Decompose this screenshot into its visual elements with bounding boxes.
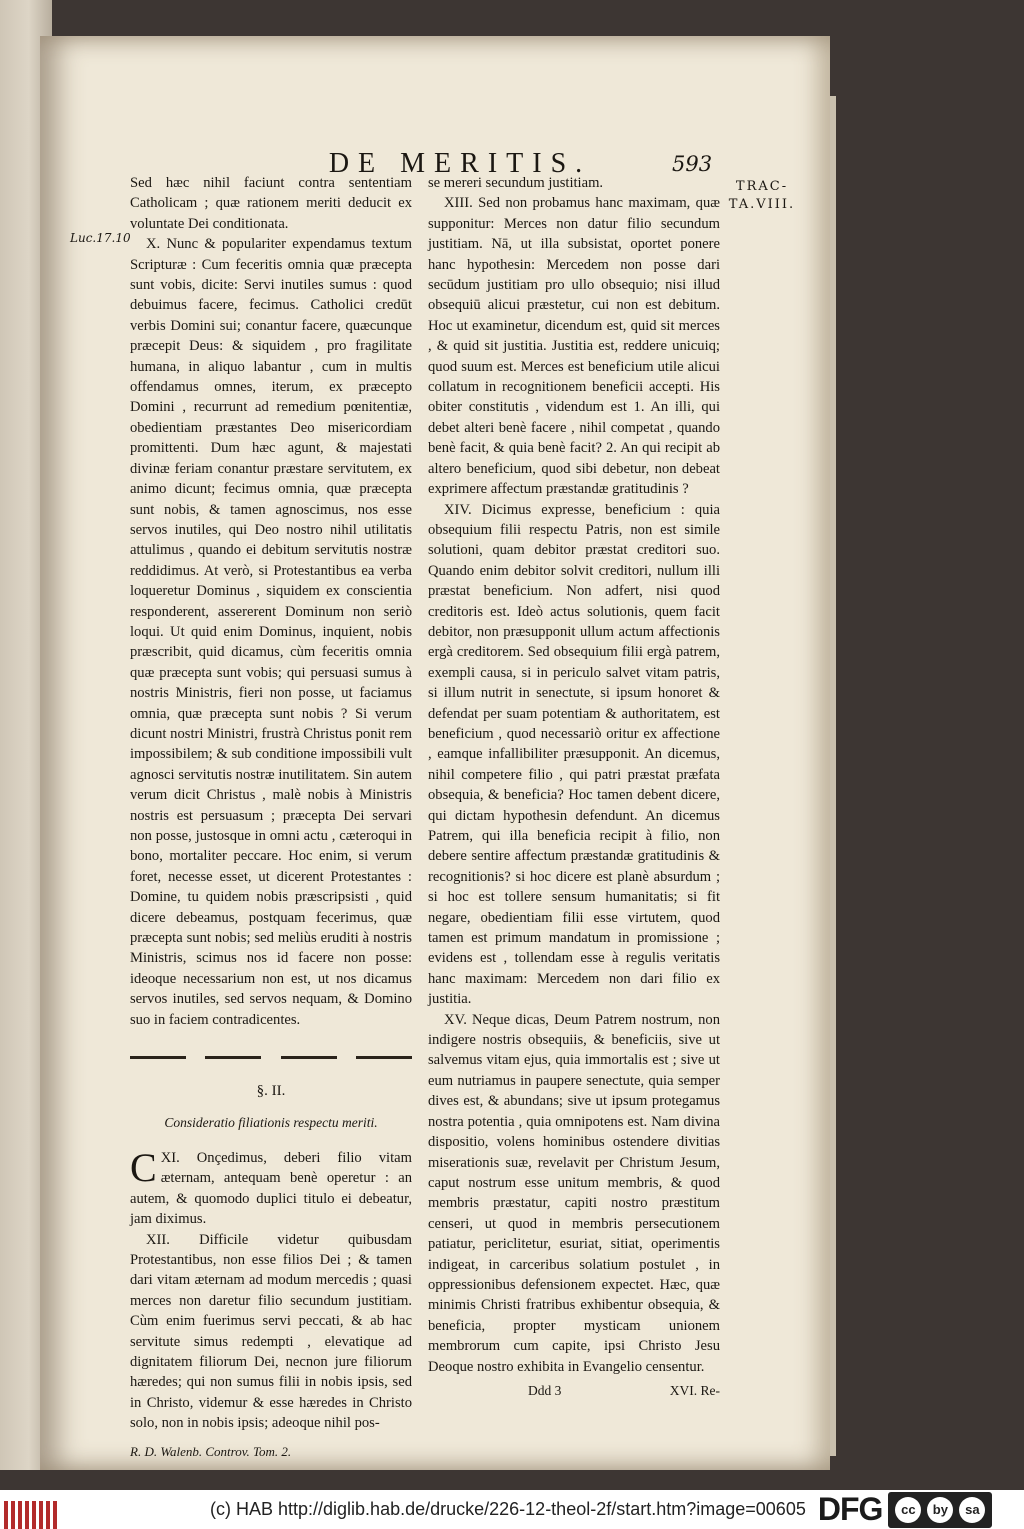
page-fore-edge xyxy=(830,96,836,1456)
divider-segment xyxy=(356,1056,412,1059)
margin-note-left: Luc.17.10 xyxy=(70,231,131,245)
margin-note-right: TRAC-TA.VIII. xyxy=(728,179,796,212)
paragraph: XV. Neque dicas, Deum Patrem nostrum, non indigere nostris obsequiis, & beneficiis, sive ut salvemus vitam ejus, quia immortalis est ; sive ut eum nutriamus in paupere senectute, quia semper dives est, & abundans; sive ut ipsum protegamus nostra potentia , quia omnipotens est. Nam divina dispositio, volens hominibus ostendere divitias miserationis suæ, revelavit per Christum Jesum, caput nostrum esse unitum membris, & quod membris præstatur, capiti nostro præstitum censeri, ut quod in membris persecutionem patiatur, periclitetur, esuriat, sitiat, operimentis indigeat, in carceribus solatium postulet , in oppressionibus defensionem expectet. Hæc, quæ minimis Christi fratribus exhibentur obsequia, & beneficia, propter mysticam unionem membrorum cum capite, ipsi Christo Jesu Deoque nostro exhibita in Evangelio censentur. xyxy=(428,1011,720,1375)
paragraph: Sed hæc nihil faciunt contra sententiam Catholicam ; quæ rationem meriti deducit ex voluntate Dei conditionata. xyxy=(130,175,412,232)
by-icon: by xyxy=(927,1497,953,1523)
page-number: 593 xyxy=(672,152,713,176)
section-subtitle: Consideratio filiationis respectu meriti. xyxy=(164,1115,378,1131)
paragraph: XII. Difficile videtur quibusdam Protestantibus, non esse filios Dei ; & tamen dari vitam æternam ad modum mercedis ; quasi merces non daretur filio secundum justitiam. Cùm enim fuerimus servi peccati, & ab hac servitute simus redempti , elevatique ad dignitatem filiorum Dei, necnon jure filiorum hæredes; qui non sumus filii in nobis ipsis, sed in Christo, videmur & esse hæredes in Christo solo, non in nobis ipsis; adeoque nihil pos- xyxy=(130,1231,412,1432)
section-heading: §. II. xyxy=(256,1083,286,1100)
dfg-logo: DFG xyxy=(817,1491,883,1527)
page-footer xyxy=(428,1381,720,1401)
paragraph: X. Nunc & populariter expendamus textum Scripturæ : Cum feceritis omnia quæ præcepta sunt vobis, dicite: Servi inutiles sumus : quod debuimus facere, fecimus. Catholici credūt verbis Domini sui; conantur facere, quæcunque præcepit Deus: & siquidem , pro fragilitate humana, in aliquo labantur , cum in multis offendamus omnes, iterum, ex præcepto Domini , recurrunt ad remedium pœnitentiæ, obedientiam præstantes Deo misericordiam promittenti. Dum hæc agunt, & majestati divinæ feriam conantur præstare servitutem, ex animo dicunt; fecimus omnia, quæ præcepta sunt nobis, & tamen agnoscimus, nos esse servos inutiles, qui Deo nostro nihil utilitatis attulimus , quando ei debitum servitutis nostræ reddidimus. At verò, si Protestantibus ea verba loqueretur Dominus , siquidem ex conscientia responderent, assererent Dominum non seriò loqui. Ut quid enim Dominus, inquient, nobis præscribit, quid dicamus, cùm feceritis omnia quæ præcepta sunt vobis; qui persuasi sumus à nostris Ministris, fieri non posse, ut faciamus omnia, quæ præcepta sunt nobis ? Si verum dicunt nostri Ministri, frustrà Christus ponit rem impossibilem; & sub conditione impossibili vult agnosci servitutis nostræ inutilitatem. Sin autem verum dicit Christus , malè nobis à Ministris nostris est persuasum ; præcepta Dei servari non posse, justosque in omni actu , cæteroqui in bono, mortaliter peccare. Hoc enim, si verum foret, necesse esset, ut dicerent Protestantes : Domine, tu quidem nobis præscripsisti , quid dicere debeamus, postquam fecerimus, quæ præcepta sunt nobis; sed meliùs eruditi à nostris Ministris, scimus nos id facere non posse: ideoque necessarium non est, ut nos dicamus servos inutiles, sed servos nequam, & Domino suo in faciem contradicentes. xyxy=(130,236,412,1028)
book-page xyxy=(40,36,830,1470)
right-column xyxy=(428,173,720,1401)
cc-license-badge[interactable] xyxy=(888,1492,992,1528)
sa-icon: sa xyxy=(959,1497,985,1523)
drop-cap: C xyxy=(130,1144,157,1190)
divider-segment xyxy=(281,1056,337,1059)
paragraph: XIII. Sed non probamus hanc maximam, quæ supponitur: Merces non datur filio secundum justitiam. Nā, ut illa subsistat, oportet ponere hanc hypothesin: Mercedem non posse dari secūdum justitiam pro ullo obsequio; nisi illud obsequiū alicui præstetur, cui non est debitum. Hoc ut examinetur, dicendum est, quid sit merces , & quid sit justitia. Justitia est, reddere unicuiq; quod suum est. Merces est beneficium utile alicui collatum in recognitionem beneficii accepti. His obiter constitutis , videndum est 1. An illi, qui debet alteri benè facere , nihil competat , quando benè facit, & quia benè facit? 2. An qui recipit ab altero beneficium, quod sibi debetur, non debeat exprimere affectum præstandæ gratitudinis ? xyxy=(428,195,720,498)
attribution-banner xyxy=(0,1490,1024,1529)
hab-logo-bars-icon xyxy=(0,1490,204,1529)
divider-segment xyxy=(205,1056,261,1059)
footer-signature: R. D. Walenb. Controv. Tom. 2. xyxy=(130,1443,292,1459)
paragraph: XIV. Dicimus expresse, beneficium : quia obsequium filii respectu Patris, non est simile solutioni, quam debitor præstat creditori suo. Quando enim debitor solvit creditori, nullum illi præstat beneficium. Non adfert, nisi quod creditoris est. Ideò actus solutionis, quem facit debitor, non præsupponit ullum actum affectionis ergà creditorem. Sed obsequium filii ergà patrem, exempli causa, si in periculo salvet vitam patris, si illum nutrit in senectute, si ipsum honoret & defendat per suam potentiam & authoritatem, est beneficium , quod necessariò oritur ex affectione , eamque infallibiliter præsupponit. An dicemus, nihil competere filio , qui patri præstat præfata obsequia, & beneficia? Hoc tamen debent dicere, qui dictam hypothesin defendunt. An dicemus Patrem, qui illa beneficia recipit à filio, non debere sentire affectum præstandæ gratitudinis & recognitionis? si hoc dicere est planè absurdum ; si hoc est tollere sensum humanitatis; si fit negare, obedientiam filii esse virtutem, quod tamen est primum mandatum in promissione ; evidens est , tollendam esse à regulis veritatis hanc maximam: Mercedem non dari filio ex justitia. xyxy=(428,501,720,1008)
paragraph-text: XI. Onçedimus, deberi filio vitam æternam, antequam benè operetur : an autem, & quomodo duplici titulo ei debeatur, jam diximus. xyxy=(130,1149,412,1228)
catchword: XVI. Re- xyxy=(669,1382,720,1398)
section-divider xyxy=(130,1056,412,1059)
signature-mark: Ddd 3 xyxy=(528,1382,562,1398)
left-column xyxy=(130,173,412,1462)
divider-segment xyxy=(130,1056,186,1059)
paragraph: se mereri secundum justitiam. xyxy=(428,175,604,191)
credit-link[interactable]: (c) HAB http://diglib.hab.de/drucke/226-12-theol-2f/start.htm?image=00605 xyxy=(210,1499,806,1519)
running-head: DE MERITIS. xyxy=(328,148,592,179)
cc-icon: cc xyxy=(895,1497,921,1523)
paragraph xyxy=(130,1144,412,1230)
